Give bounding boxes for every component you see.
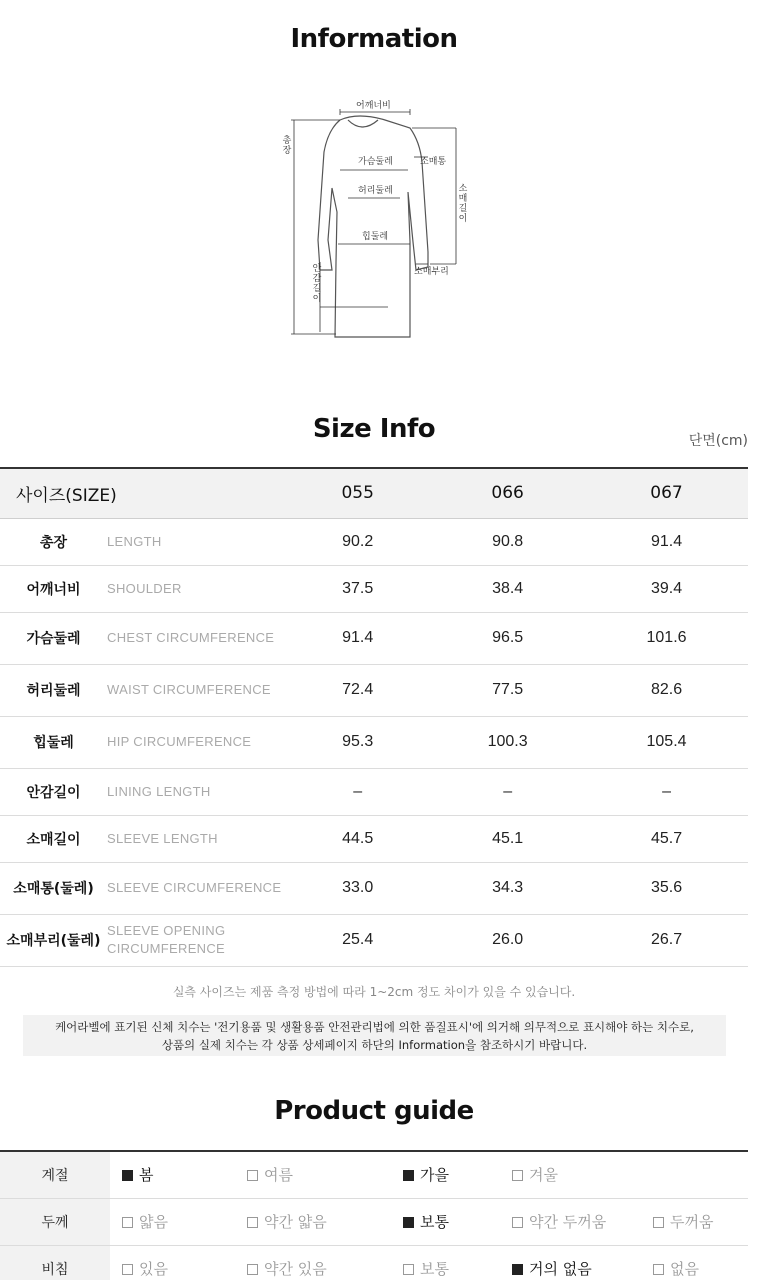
guide-option bbox=[235, 1151, 391, 1198]
measure-name-en: SLEEVE LENGTH bbox=[107, 815, 285, 862]
product-guide-title: Product guide bbox=[274, 1096, 474, 1126]
guide-option-label: 있음 bbox=[139, 1260, 168, 1278]
measure-value: 100.3 bbox=[430, 716, 585, 768]
size-info-title: Size Info bbox=[312, 414, 436, 444]
guide-option bbox=[641, 1198, 748, 1245]
measure-name-en: SLEEVE CIRCUMFERENCE bbox=[107, 862, 285, 914]
guide-option bbox=[110, 1245, 235, 1280]
size-row bbox=[0, 565, 748, 612]
guide-option-label: 거의 없음 bbox=[529, 1260, 592, 1278]
guide-option-label: 얇음 bbox=[139, 1213, 168, 1231]
measure-name-en: HIP CIRCUMFERENCE bbox=[107, 716, 285, 768]
measure-value: 37.5 bbox=[285, 565, 430, 612]
guide-option bbox=[641, 1151, 748, 1198]
checked-box-icon bbox=[403, 1217, 414, 1228]
guide-row bbox=[0, 1245, 748, 1280]
measure-value: 38.4 bbox=[430, 565, 585, 612]
diagram-label-total-length: 총장 bbox=[282, 136, 292, 156]
diagram-label-shoulder: 어깨너비 bbox=[356, 101, 391, 111]
size-header-055: 055 bbox=[285, 468, 430, 518]
measure-name-en: LINING LENGTH bbox=[107, 768, 285, 815]
measure-value: 33.0 bbox=[285, 862, 430, 914]
size-row bbox=[0, 862, 748, 914]
measure-value: – bbox=[285, 768, 430, 815]
guide-option-label: 보통 bbox=[420, 1260, 449, 1278]
product-guide-table bbox=[0, 1150, 748, 1280]
unchecked-box-icon bbox=[512, 1170, 523, 1181]
guide-row bbox=[0, 1198, 748, 1245]
measure-name-ko: 소매부리(둘레) bbox=[0, 914, 107, 966]
guide-row-label: 비침 bbox=[0, 1245, 110, 1280]
unchecked-box-icon bbox=[512, 1217, 523, 1228]
measure-value: 26.7 bbox=[585, 914, 748, 966]
size-row bbox=[0, 716, 748, 768]
measure-value: 25.4 bbox=[285, 914, 430, 966]
size-table-header bbox=[0, 468, 748, 518]
guide-option bbox=[110, 1198, 235, 1245]
measure-name-ko: 힙둘레 bbox=[0, 716, 107, 768]
unchecked-box-icon bbox=[653, 1217, 664, 1228]
measure-value: 45.7 bbox=[585, 815, 748, 862]
measure-value: 90.8 bbox=[430, 518, 585, 565]
diagram-label-sleeve-width: 소매통 bbox=[420, 157, 447, 167]
measure-value: 44.5 bbox=[285, 815, 430, 862]
guide-option bbox=[391, 1198, 500, 1245]
guide-option-label: 가을 bbox=[420, 1166, 449, 1185]
guide-option bbox=[391, 1151, 500, 1198]
size-row bbox=[0, 815, 748, 862]
guide-row-label: 계절 bbox=[0, 1151, 110, 1198]
unit-label: 단면(cm) bbox=[688, 433, 748, 449]
measure-value: 91.4 bbox=[585, 518, 748, 565]
dress-illustration bbox=[270, 92, 480, 352]
guide-option-label: 약간 두꺼움 bbox=[529, 1213, 607, 1231]
measure-value: 95.3 bbox=[285, 716, 430, 768]
diagram-label-cuff: 소매부리 bbox=[414, 267, 449, 277]
guide-option bbox=[391, 1245, 500, 1280]
size-table bbox=[0, 467, 748, 967]
size-row bbox=[0, 664, 748, 716]
measure-name-ko: 안감길이 bbox=[0, 768, 107, 815]
guide-option bbox=[500, 1245, 641, 1280]
care-label-note bbox=[23, 1015, 726, 1056]
measure-value: 72.4 bbox=[285, 664, 430, 716]
checked-box-icon bbox=[122, 1170, 133, 1181]
measure-value: 39.4 bbox=[585, 565, 748, 612]
guide-option-label: 겨울 bbox=[529, 1166, 558, 1185]
guide-row-label: 두께 bbox=[0, 1198, 110, 1245]
guide-option bbox=[235, 1245, 391, 1280]
guide-option-label: 약간 있음 bbox=[264, 1260, 327, 1278]
size-row bbox=[0, 914, 748, 966]
guide-option-label: 보통 bbox=[420, 1213, 449, 1231]
guide-option bbox=[110, 1151, 235, 1198]
unchecked-box-icon bbox=[247, 1264, 258, 1275]
measure-value: 77.5 bbox=[430, 664, 585, 716]
unchecked-box-icon bbox=[653, 1264, 664, 1275]
dress-measurement-diagram bbox=[270, 92, 480, 352]
size-row bbox=[0, 612, 748, 664]
guide-option-label: 여름 bbox=[264, 1166, 293, 1185]
measure-name-ko: 가슴둘레 bbox=[0, 612, 107, 664]
size-header-066: 066 bbox=[430, 468, 585, 518]
measure-name-ko: 소매길이 bbox=[0, 815, 107, 862]
measure-name-en: LENGTH bbox=[107, 518, 285, 565]
unchecked-box-icon bbox=[122, 1264, 133, 1275]
unchecked-box-icon bbox=[247, 1170, 258, 1181]
measure-value: 90.2 bbox=[285, 518, 430, 565]
measure-name-en: SLEEVE OPENING CIRCUMFERENCE bbox=[107, 914, 285, 966]
measure-value: 91.4 bbox=[285, 612, 430, 664]
size-header-067: 067 bbox=[585, 468, 748, 518]
guide-option-label: 약간 얇음 bbox=[264, 1213, 327, 1231]
size-row bbox=[0, 518, 748, 565]
guide-option-label: 없음 bbox=[670, 1260, 699, 1278]
diagram-label-sleeve-length: 소매길이 bbox=[458, 184, 468, 224]
size-header-label: 사이즈(SIZE) bbox=[0, 468, 285, 518]
measure-value: 34.3 bbox=[430, 862, 585, 914]
measure-value: 105.4 bbox=[585, 716, 748, 768]
information-title: Information bbox=[290, 24, 458, 54]
measure-value: – bbox=[430, 768, 585, 815]
care-label-note-line1: 케어라벨에 표기된 신체 치수는 '전기용품 및 생활용품 안전관리법에 의한 품질표시'에 의거해 의무적으로 표시해야 하는 치수로, bbox=[55, 1020, 694, 1034]
care-label-note-line2: 상품의 실제 치수는 각 상품 상세페이지 하단의 Information을 참조하시기 바랍니다. bbox=[161, 1038, 588, 1052]
measure-value: 35.6 bbox=[585, 862, 748, 914]
measure-name-ko: 소매통(둘레) bbox=[0, 862, 107, 914]
guide-row bbox=[0, 1151, 748, 1198]
measure-name-ko: 총장 bbox=[0, 518, 107, 565]
measure-name-en: SHOULDER bbox=[107, 565, 285, 612]
unchecked-box-icon bbox=[247, 1217, 258, 1228]
measure-value: 96.5 bbox=[430, 612, 585, 664]
measure-value: – bbox=[585, 768, 748, 815]
guide-option bbox=[500, 1151, 641, 1198]
guide-option-label: 두꺼움 bbox=[670, 1213, 714, 1231]
diagram-label-waist: 허리둘레 bbox=[358, 186, 393, 196]
size-row bbox=[0, 768, 748, 815]
measure-name-en: CHEST CIRCUMFERENCE bbox=[107, 612, 285, 664]
unchecked-box-icon bbox=[403, 1264, 414, 1275]
measure-value: 45.1 bbox=[430, 815, 585, 862]
checked-box-icon bbox=[403, 1170, 414, 1181]
checked-box-icon bbox=[512, 1264, 523, 1275]
measurement-note: 실측 사이즈는 제품 측정 방법에 따라 1~2cm 정도 차이가 있을 수 있습니다. bbox=[172, 985, 576, 999]
measure-name-ko: 허리둘레 bbox=[0, 664, 107, 716]
guide-option bbox=[500, 1198, 641, 1245]
measure-value: 101.6 bbox=[585, 612, 748, 664]
unchecked-box-icon bbox=[122, 1217, 133, 1228]
measure-name-ko: 어깨너비 bbox=[0, 565, 107, 612]
measure-value: 82.6 bbox=[585, 664, 748, 716]
guide-option bbox=[235, 1198, 391, 1245]
guide-option-label: 봄 bbox=[139, 1166, 154, 1185]
measure-value: 26.0 bbox=[430, 914, 585, 966]
diagram-label-hip: 힙둘레 bbox=[362, 232, 389, 242]
guide-option bbox=[641, 1245, 748, 1280]
measure-name-en: WAIST CIRCUMFERENCE bbox=[107, 664, 285, 716]
diagram-label-chest: 가슴둘레 bbox=[358, 157, 393, 167]
diagram-label-lining-length: 안감길이 bbox=[312, 264, 322, 304]
